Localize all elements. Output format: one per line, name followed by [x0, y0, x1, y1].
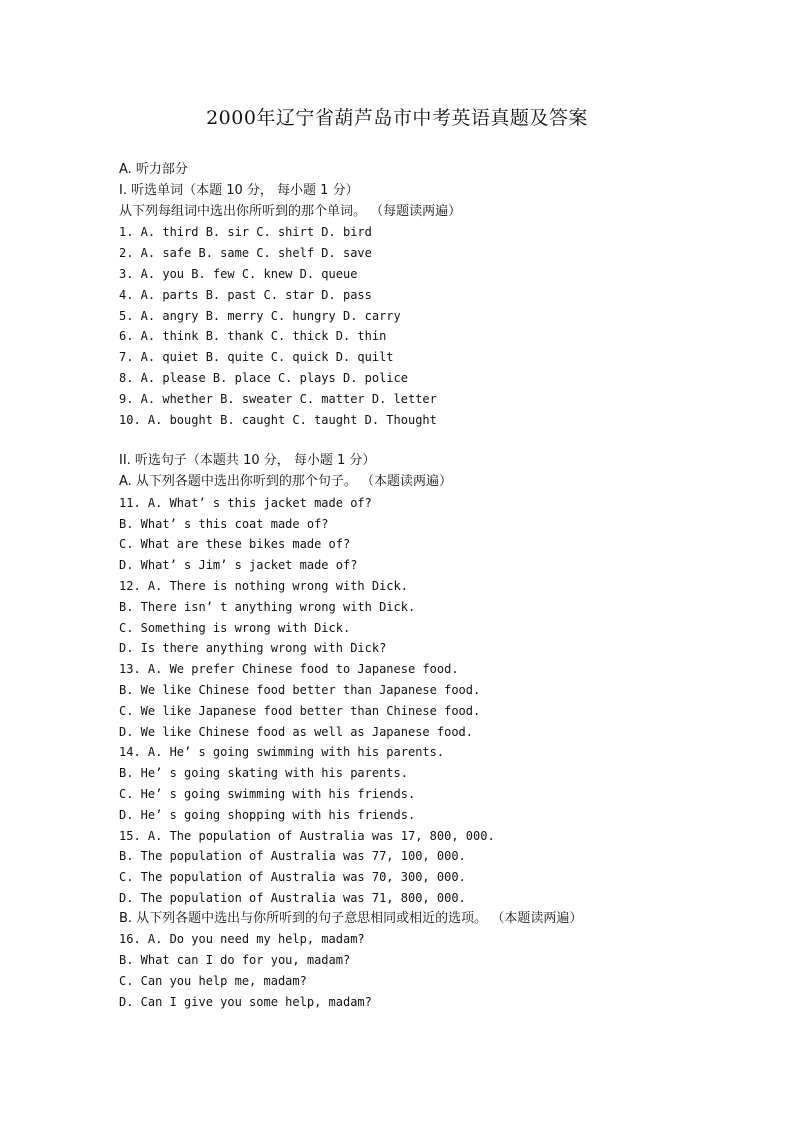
- question-line: 16. A. Do you need my help, madam?: [119, 932, 365, 947]
- question-line: 12. A. There is nothing wrong with Dick.: [119, 578, 408, 593]
- option-line: B. He’ s going skating with his parents.: [119, 766, 408, 781]
- question-line: 15. A. The population of Australia was 17, 800, 000.: [119, 828, 495, 843]
- option-line: B. The population of Australia was 77, 100, 000.: [119, 849, 466, 864]
- option-line: C. Something is wrong with Dick.: [119, 620, 351, 635]
- option-line: C. Can you help me, madam?: [119, 974, 307, 989]
- part1-question-list: [119, 222, 759, 430]
- question-line: 2. A. safe B. same C. shelf D. save: [119, 246, 372, 261]
- option-line: D. Is there anything wrong with Dick?: [119, 641, 387, 656]
- option-line: C. The population of Australia was 70, 300, 000.: [119, 870, 466, 885]
- question-line: 7. A. quiet B. quite C. quick D. quilt: [119, 350, 394, 365]
- part2-question-list-b: [119, 929, 759, 1012]
- option-line: D. The population of Australia was 71, 800, 000.: [119, 890, 466, 905]
- option-line: C. He’ s going swimming with his friends.: [119, 786, 416, 801]
- question-line: 1. A. third B. sir C. shirt D. bird: [119, 225, 372, 240]
- document-title: 2000年辽宁省葫芦岛市中考英语真题及答案: [206, 107, 588, 129]
- section-heading-listening: A. 听力部分: [119, 162, 188, 177]
- question-line: 8. A. please B. place C. plays D. police: [119, 370, 408, 385]
- document-body: [119, 160, 759, 1013]
- question-line: 10. A. bought B. caught C. taught D. Thought: [119, 412, 437, 427]
- option-line: C. We like Japanese food better than Chinese food.: [119, 703, 481, 718]
- option-line: B. What’ s this coat made of?: [119, 516, 329, 531]
- part2-heading: II. 听选句子（本题共 10 分， 每小题 1 分）: [119, 453, 376, 469]
- option-line: D. Can I give you some help, madam?: [119, 994, 372, 1009]
- question-line: 11. A. What’ s this jacket made of?: [119, 495, 372, 510]
- part2-instruction-a: A. 从下列各题中选出你听到的那个句子。 （本题读两遍）: [119, 473, 453, 489]
- question-line: 3. A. you B. few C. knew D. queue: [119, 266, 358, 281]
- question-line: 6. A. think B. thank C. thick D. thin: [119, 329, 387, 344]
- question-line: 4. A. parts B. past C. star D. pass: [119, 287, 372, 302]
- option-line: D. He’ s going shopping with his friends.: [119, 807, 416, 822]
- part2-instruction-b: B. 从下列各题中选出与你所听到的句子意思相同或相近的选项。 （本题读两遍）: [119, 910, 583, 926]
- question-line: 9. A. whether B. sweater C. matter D. letter: [119, 391, 437, 406]
- question-line: 14. A. He’ s going swimming with his parents.: [119, 745, 445, 760]
- question-line: 5. A. angry B. merry C. hungry D. carry: [119, 308, 401, 323]
- option-line: D. We like Chinese food as well as Japanese food.: [119, 724, 474, 739]
- part1-instruction: 从下列每组词中选出你所听到的那个单词。 （每题读两遍）: [119, 203, 462, 219]
- option-line: B. There isn’ t anything wrong with Dick.: [119, 599, 416, 614]
- part1-heading: I. 听选单词（本题 10 分， 每小题 1 分）: [119, 182, 359, 198]
- option-line: B. We like Chinese food better than Japanese food.: [119, 682, 481, 697]
- option-line: B. What can I do for you, madam?: [119, 953, 351, 968]
- option-line: D. What’ s Jim’ s jacket made of?: [119, 558, 358, 573]
- part2-question-list-a: [119, 493, 759, 909]
- option-line: C. What are these bikes made of?: [119, 537, 351, 552]
- question-line: 13. A. We prefer Chinese food to Japanese food.: [119, 662, 459, 677]
- blank-line: [119, 430, 759, 451]
